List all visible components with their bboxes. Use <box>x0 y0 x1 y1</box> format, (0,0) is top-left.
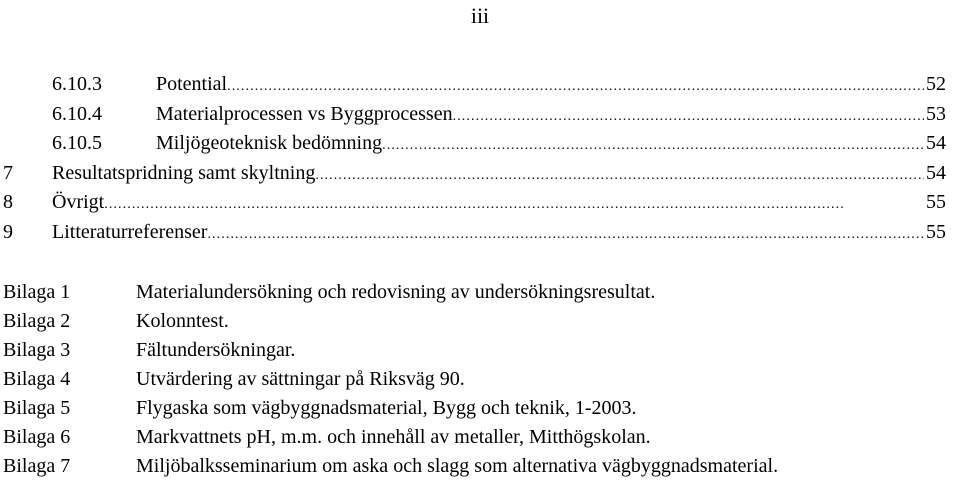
appendix-description: Materialundersökning och redovisning av undersökningsresultat. <box>136 281 656 303</box>
toc-entry-title: Resultatspridning samt skyltning <box>52 161 316 184</box>
appendix-label: Bilaga 1 <box>3 281 71 303</box>
toc-entry-number: 7 <box>3 161 13 184</box>
appendix-item <box>0 336 960 365</box>
appendix-description: Markvattnets pH, m.m. och innehåll av metaller, Mitthögskolan. <box>136 426 651 448</box>
appendix-label: Bilaga 6 <box>3 426 71 448</box>
toc-dot-leader <box>382 131 924 161</box>
appendix-description: Miljöbalksseminarium om aska och slagg som alternativa vägbyggnadsmaterial. <box>136 455 779 477</box>
toc-entry[interactable] <box>0 159 946 189</box>
toc-entry[interactable] <box>0 100 946 130</box>
toc-entry-number: 6.10.4 <box>52 102 102 125</box>
appendix-label: Bilaga 5 <box>3 397 71 419</box>
toc-entry-title: Potential <box>156 73 228 95</box>
page-number: iii <box>470 3 490 28</box>
appendix-item <box>0 394 960 423</box>
toc-entry-page: 52 <box>926 73 946 95</box>
toc-entry-title: Litteraturreferenser <box>52 220 208 243</box>
toc-entry[interactable] <box>0 70 946 100</box>
toc-entry-title: Miljögeoteknisk bedömning <box>156 132 383 154</box>
toc-dot-leader <box>315 161 924 191</box>
toc-entry-number: 6.10.5 <box>52 132 102 154</box>
appendix-label: Bilaga 2 <box>3 310 71 332</box>
appendix-description: Kolonntest. <box>136 310 229 332</box>
toc-entry-page: 55 <box>926 191 946 213</box>
toc-entry-page: 53 <box>926 102 946 125</box>
appendix-description: Utvärdering av sättningar på Riksväg 90. <box>136 368 465 390</box>
toc-entry[interactable] <box>0 188 946 218</box>
appendix-description: Flygaska som vägbyggnadsmaterial, Bygg och teknik, 1-2003. <box>136 397 637 419</box>
appendix-label: Bilaga 4 <box>3 368 71 390</box>
toc-entry-number: 8 <box>3 191 13 213</box>
toc-entry[interactable] <box>0 129 946 159</box>
appendix-list <box>0 278 960 481</box>
toc-entry-title: Materialprocessen vs Byggprocessen <box>156 102 453 125</box>
table-of-contents <box>0 70 946 247</box>
toc-entry-page: 54 <box>926 132 946 154</box>
toc-dot-leader <box>104 190 924 220</box>
appendix-label: Bilaga 7 <box>3 455 71 477</box>
appendix-item <box>0 307 960 336</box>
toc-entry-number: 6.10.3 <box>52 73 102 95</box>
appendix-description: Fältundersökningar. <box>136 339 296 361</box>
toc-entry-page: 54 <box>926 161 946 184</box>
toc-entry-title: Övrigt <box>52 191 105 213</box>
toc-dot-leader <box>207 220 924 250</box>
toc-entry-number: 9 <box>3 220 13 243</box>
toc-entry-page: 55 <box>926 220 946 243</box>
appendix-label: Bilaga 3 <box>3 339 71 361</box>
toc-dot-leader <box>227 72 924 102</box>
appendix-item <box>0 278 960 307</box>
toc-dot-leader <box>453 102 924 132</box>
appendix-item <box>0 365 960 394</box>
appendix-item <box>0 452 960 481</box>
appendix-item <box>0 423 960 452</box>
toc-entry[interactable] <box>0 218 946 248</box>
